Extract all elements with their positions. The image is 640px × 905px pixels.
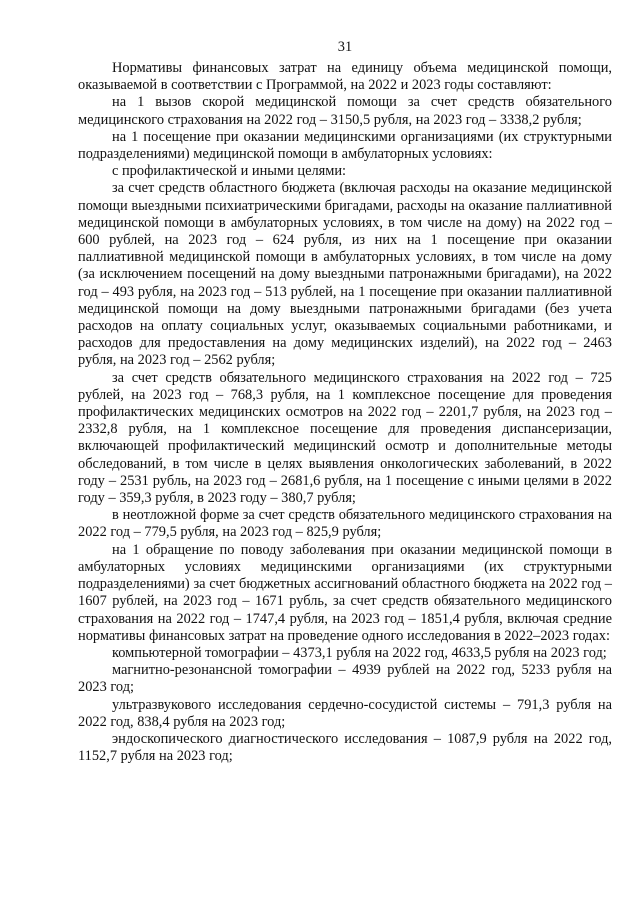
- paragraph-endoscopy: эндоскопического диагностического исследования – 1087,9 рубля на 2022 год, 1152,7 рубля на 2023 год;: [78, 730, 612, 765]
- paragraph-oms-visits: за счет средств обязательного медицинского страхования на 2022 год – 725 рублей, на 2023 год – 768,3 рубля, на 1 комплексное посещение для проведения профилактических медицинских осмотров на 2022 год – 2201,7 рубля, на 2023 год – 2332,8 рубля, на 1 комплексное посещение для проведения диспансеризации, включающей профилактический медицинский осмотр и дополнительные методы обследований, в том числе в целях выявления онкологических заболеваний, в 2022 году – 2531 рубль, на 2023 год – 2681,6 рубля, на 1 посещение с иными целями в 2022 году – 359,3 рубля, в 2023 году – 380,7 рубля;: [78, 369, 612, 507]
- paragraph-regional-budget: за счет средств областного бюджета (включая расходы на оказание медицинской помощи выездными психиатрическими бригадами, расходы на оказание паллиативной медицинской помощи в амбулаторных условиях, в том числе на дому) на 2022 год – 600 рублей, на 2023 год – 624 рубля, из них на 1 посещение при оказании паллиативной медицинской помощи в амбулаторных условиях, в том числе на дому (за исключением посещений на дому выездными патронажными бригадами), на 2022 год – 493 рубля, на 2023 год – 513 рублей, на 1 посещение при оказании паллиативной медицинской помощи на дому выездными патронажными бригадами (без учета расходов на оплату социальных услуг, оказываемых социальными работниками, и расходов для предоставления на дому медицинских изделий), на 2022 год – 2463 рубля, на 2023 год – 2562 рубля;: [78, 180, 612, 369]
- paragraph-outpatient-visit: на 1 посещение при оказании медицинскими организациями (их структурными подразделениями) медицинской помощи в амбулаторных условиях:: [78, 128, 612, 163]
- paragraph-preventive: с профилактической и иными целями:: [112, 163, 347, 180]
- paragraph-ct: компьютерной томографии – 4373,1 рубля на 2022 год, 4633,5 рубля на 2023 год;: [112, 644, 607, 661]
- paragraph-ambulance: на 1 вызов скорой медицинской помощи за счет средств обязательного медицинского страхования на 2022 год – 3150,5 рубля, на 2023 год – 3338,2 рубля;: [78, 94, 612, 128]
- document-page: [78, 36, 612, 765]
- paragraph-intro: Нормативы финансовых затрат на единицу объема медицинской помощи, оказываемой в соответствии с Программой, на 2022 и 2023 годы составляют:: [78, 60, 612, 94]
- paragraph-mri: магнитно-резонансной томографии – 4939 рублей на 2022 год, 5233 рубля на 2023 год;: [78, 662, 612, 696]
- paragraph-urgent-care: в неотложной форме за счет средств обязательного медицинского страхования на 2022 год – 779,5 рубля, на 2023 год – 825,9 рубля;: [78, 507, 612, 541]
- paragraph-ultrasound: ультразвукового исследования сердечно-сосудистой системы – 791,3 рубля на 2022 год, 838,4 рубля на 2023 год;: [78, 696, 612, 730]
- page-number: 31: [337, 39, 353, 55]
- paragraph-disease-treatment: на 1 обращение по поводу заболевания при оказании медицинской помощи в амбулаторных условиях медицинскими организациями (их структурными подразделениями) за счет бюджетных ассигнований областного бюджета на 2022 год – 1607 рублей, на 2023 год – 1671 рубль, за счет средств обязательного медицинского страхования на 2022 год – 1747,4 рубля, на 2023 год – 1851,4 рубля, включая средние нормативы финансовых затрат на проведение одного исследования в 2022–2023 годах:: [78, 541, 612, 644]
